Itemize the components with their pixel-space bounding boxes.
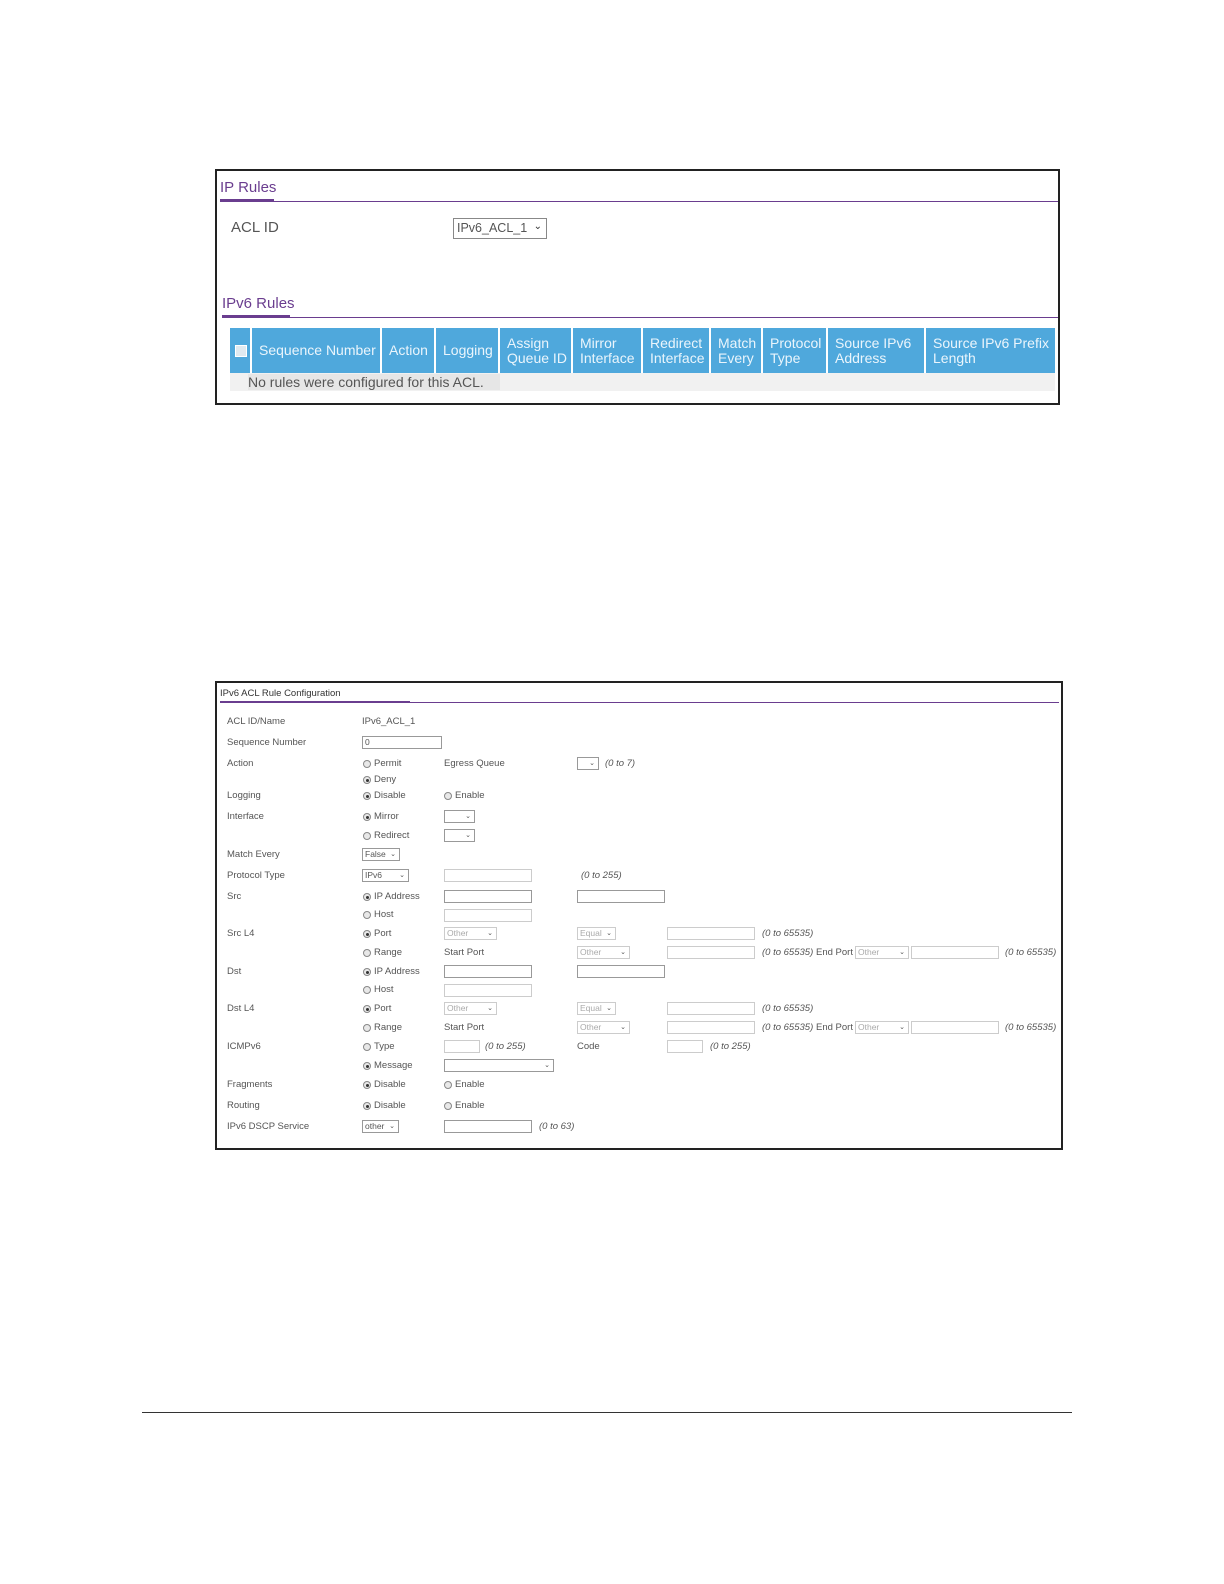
acl-id-name-label: ACL ID/Name	[227, 716, 286, 727]
empty-row	[230, 373, 1055, 391]
dst-ip-address-label: IP Address	[374, 966, 420, 977]
chevron-down-icon: ⌄	[544, 1062, 550, 1069]
col-sequence-number[interactable]: Sequence Number	[252, 328, 382, 373]
src-host-input[interactable]	[444, 909, 532, 922]
logging-disable-label: Disable	[374, 790, 406, 801]
src-l4-label: Src L4	[227, 928, 255, 939]
interface-label: Interface	[227, 811, 264, 822]
fragments-enable-radio[interactable]	[444, 1081, 452, 1089]
icmp-type-radio[interactable]	[363, 1043, 371, 1051]
src-start-port-input[interactable]	[667, 946, 755, 959]
src-label: Src	[227, 891, 242, 902]
protocol-type-label: Protocol Type	[227, 870, 285, 881]
src-end-port-hint: (0 to 65535)	[1005, 947, 1057, 958]
select-all-checkbox[interactable]	[235, 345, 247, 357]
src-ip-address-label: IP Address	[374, 891, 420, 902]
src-range-label: Range	[374, 947, 402, 958]
dst-label: Dst	[227, 966, 242, 977]
egress-queue-hint: (0 to 7)	[605, 758, 636, 769]
dst-port-radio[interactable]	[363, 1005, 371, 1013]
dst-range-label: Range	[374, 1022, 402, 1033]
icmp-code-label: Code	[577, 1041, 600, 1052]
dst-prefix-input[interactable]	[577, 965, 665, 978]
egress-queue-select[interactable]	[577, 757, 599, 770]
match-every-select[interactable]: False ⌄	[362, 848, 400, 861]
config-divider	[220, 702, 1059, 703]
sequence-number-input[interactable]: 0	[362, 736, 442, 749]
dst-ip-address-input[interactable]	[444, 965, 532, 978]
config-title: IPv6 ACL Rule Configuration	[220, 688, 341, 699]
dst-port-operator-select[interactable]: Equal ⌄	[577, 1002, 616, 1015]
col-match-every[interactable]: Match Every	[711, 328, 763, 373]
icmpv6-label: ICMPv6	[227, 1041, 261, 1052]
src-start-port-select[interactable]: Other ⌄	[577, 946, 630, 959]
col-action[interactable]: Action	[382, 328, 436, 373]
ipv6-rules-divider	[222, 317, 1058, 318]
routing-label: Routing	[227, 1100, 260, 1111]
select-all-cell[interactable]	[230, 328, 252, 373]
icmp-code-hint: (0 to 255)	[710, 1041, 751, 1052]
redirect-interface-select[interactable]	[444, 829, 475, 842]
dst-start-port-input[interactable]	[667, 1021, 755, 1034]
col-protocol-type[interactable]: Protocol Type	[763, 328, 828, 373]
ip-rules-divider	[220, 201, 1058, 202]
ip-rules-title: IP Rules	[220, 179, 277, 196]
chevron-down-icon: ⌄	[620, 1024, 626, 1031]
chevron-down-icon: ⌄	[389, 1123, 395, 1130]
acl-id-select[interactable]	[453, 218, 547, 239]
chevron-down-icon: ⌄	[390, 851, 396, 858]
chevron-down-icon: ⌄	[899, 1024, 905, 1031]
col-source-ipv6-prefix-length[interactable]: Source IPv6 Prefix Length	[933, 334, 1049, 366]
ipv6-acl-rule-config-screenshot	[215, 681, 1063, 1150]
src-end-port-select[interactable]: Other ⌄	[855, 946, 909, 959]
chevron-down-icon: ⌄	[487, 1005, 493, 1012]
dscp-value-input[interactable]	[444, 1120, 532, 1133]
dscp-hint: (0 to 63)	[539, 1121, 575, 1132]
deny-label: Deny	[374, 774, 397, 785]
chevron-down-icon: ⌄	[465, 832, 471, 839]
fragments-enable-label: Enable	[455, 1079, 485, 1090]
dst-port-label: Port	[374, 1003, 392, 1014]
src-ip-address-input[interactable]	[444, 890, 532, 903]
chevron-down-icon: ⌄	[533, 221, 542, 232]
src-port-input[interactable]	[667, 927, 755, 940]
src-port-operator-select[interactable]: Equal ⌄	[577, 927, 616, 940]
col-mirror-interface[interactable]: Mirror Interface	[573, 328, 643, 373]
action-label: Action	[227, 758, 254, 769]
routing-disable-radio[interactable]	[363, 1102, 371, 1110]
dst-start-port-label: Start Port	[444, 1022, 485, 1033]
dst-range-radio[interactable]	[363, 1024, 371, 1032]
dst-start-port-select[interactable]: Other ⌄	[577, 1021, 630, 1034]
deny-radio[interactable]	[363, 776, 371, 784]
acl-id-select-value: IPv6_ACL_1	[457, 221, 528, 235]
icmp-type-label: Type	[374, 1041, 395, 1052]
src-host-label: Host	[374, 909, 394, 920]
src-end-port-input[interactable]	[911, 946, 999, 959]
col-logging[interactable]: Logging	[436, 328, 500, 373]
src-prefix-input[interactable]	[577, 890, 665, 903]
icmp-type-input[interactable]	[444, 1040, 480, 1053]
src-port-select[interactable]: Other ⌄	[444, 927, 497, 940]
icmp-code-input[interactable]	[667, 1040, 703, 1053]
match-every-label: Match Every	[227, 849, 280, 860]
dst-ip-address-radio[interactable]	[363, 968, 371, 976]
dscp-service-select[interactable]: other ⌄	[362, 1120, 399, 1133]
src-range-radio[interactable]	[363, 949, 371, 957]
chevron-down-icon: ⌄	[589, 760, 595, 767]
logging-disable-radio[interactable]	[363, 792, 371, 800]
chevron-down-icon: ⌄	[399, 872, 405, 879]
src-end-port-label: End Port	[816, 947, 853, 958]
src-port-label: Port	[374, 928, 392, 939]
page-footer-divider	[142, 1412, 1072, 1413]
col-redirect-interface[interactable]: Redirect Interface	[643, 328, 711, 373]
chevron-down-icon: ⌄	[487, 930, 493, 937]
dst-port-hint: (0 to 65535)	[762, 1003, 814, 1014]
dst-l4-label: Dst L4	[227, 1003, 255, 1014]
logging-label: Logging	[227, 790, 261, 801]
permit-radio[interactable]	[363, 760, 371, 768]
src-start-port-hint: (0 to 65535)	[762, 947, 814, 958]
protocol-type-select[interactable]: IPv6 ⌄	[362, 869, 409, 882]
logging-enable-label: Enable	[455, 790, 485, 801]
fragments-label: Fragments	[227, 1079, 273, 1090]
chevron-down-icon: ⌄	[620, 949, 626, 956]
mirror-radio[interactable]	[363, 813, 371, 821]
sequence-number-label: Sequence Number	[227, 737, 307, 748]
routing-enable-label: Enable	[455, 1100, 485, 1111]
acl-id-name-value: IPv6_ACL_1	[362, 716, 416, 727]
protocol-hint: (0 to 255)	[581, 870, 622, 881]
redirect-radio[interactable]	[363, 832, 371, 840]
chevron-down-icon: ⌄	[465, 813, 471, 820]
icmp-message-label: Message	[374, 1060, 413, 1071]
mirror-label: Mirror	[374, 811, 399, 822]
dst-end-port-select[interactable]: Other ⌄	[855, 1021, 909, 1034]
icmp-type-hint: (0 to 255)	[485, 1041, 526, 1052]
dst-port-input[interactable]	[667, 1002, 755, 1015]
dst-end-port-hint: (0 to 65535)	[1005, 1022, 1057, 1033]
chevron-down-icon: ⌄	[606, 930, 612, 937]
dst-end-port-label: End Port	[816, 1022, 853, 1033]
src-host-radio[interactable]	[363, 911, 371, 919]
routing-enable-radio[interactable]	[444, 1102, 452, 1110]
src-port-hint: (0 to 65535)	[762, 928, 814, 939]
dst-start-port-hint: (0 to 65535)	[762, 1022, 814, 1033]
dst-host-label: Host	[374, 984, 394, 995]
dst-host-input[interactable]	[444, 984, 532, 997]
src-start-port-label: Start Port	[444, 947, 485, 958]
empty-message: No rules were configured for this ACL.	[248, 374, 500, 390]
logging-enable-radio[interactable]	[444, 792, 452, 800]
fragments-disable-label: Disable	[374, 1079, 406, 1090]
protocol-value-input[interactable]	[444, 869, 532, 882]
dscp-service-label: IPv6 DSCP Service	[227, 1121, 310, 1132]
fragments-disable-radio[interactable]	[363, 1081, 371, 1089]
mirror-interface-select[interactable]	[444, 810, 475, 823]
permit-label: Permit	[374, 758, 402, 769]
ipv6-rules-title: IPv6 Rules	[222, 295, 295, 312]
icmp-message-radio[interactable]	[363, 1062, 371, 1070]
chevron-down-icon: ⌄	[899, 949, 905, 956]
rules-table-header	[230, 328, 1055, 373]
routing-disable-label: Disable	[374, 1100, 406, 1111]
dst-end-port-input[interactable]	[911, 1021, 999, 1034]
col-assign-queue-id[interactable]: Assign Queue ID	[500, 328, 573, 373]
ip-rules-screenshot	[215, 169, 1060, 405]
dst-port-select[interactable]: Other ⌄	[444, 1002, 497, 1015]
redirect-label: Redirect	[374, 830, 410, 841]
dst-host-radio[interactable]	[363, 986, 371, 994]
icmp-message-select[interactable]	[444, 1059, 554, 1072]
col-source-ipv6-address[interactable]: Source IPv6 Address	[828, 328, 926, 373]
src-port-radio[interactable]	[363, 930, 371, 938]
egress-queue-label: Egress Queue	[444, 758, 505, 769]
chevron-down-icon: ⌄	[606, 1005, 612, 1012]
acl-id-label: ACL ID	[231, 219, 279, 236]
src-ip-address-radio[interactable]	[363, 893, 371, 901]
